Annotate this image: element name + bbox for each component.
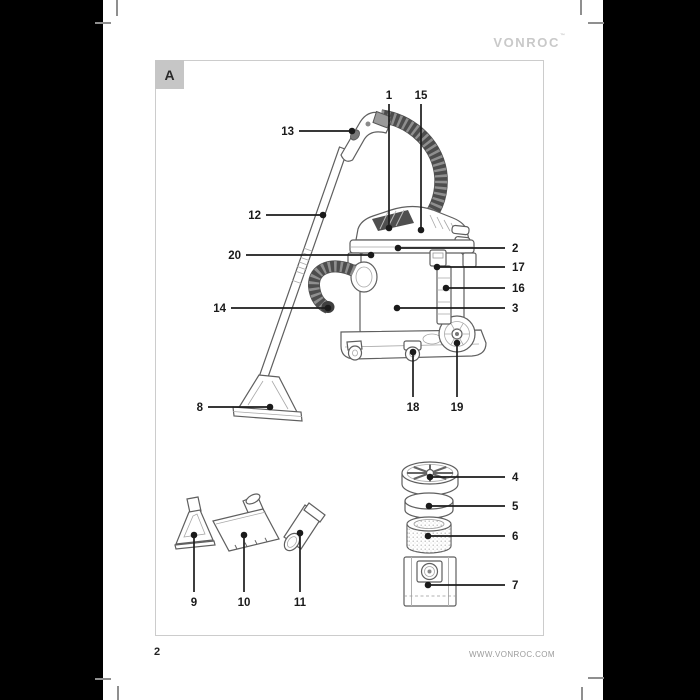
callout-label-18: 18 bbox=[406, 402, 420, 414]
figure-label-box: A bbox=[155, 60, 184, 89]
cord-hook bbox=[452, 225, 470, 235]
hose-handle bbox=[341, 112, 391, 162]
callout-label-9: 9 bbox=[190, 597, 198, 609]
callout-label-13: 13 bbox=[281, 126, 294, 138]
callout-label-16: 16 bbox=[512, 283, 525, 295]
side-bracket bbox=[437, 266, 451, 324]
brand-text: VONROC bbox=[493, 35, 560, 50]
floor-nozzle bbox=[233, 375, 302, 421]
callout-13 bbox=[281, 126, 355, 138]
callout-label-17: 17 bbox=[512, 262, 525, 274]
footer-website: WWW.VONROC.COM bbox=[468, 650, 555, 659]
floor-brush-nozzle bbox=[213, 492, 279, 551]
callout-label-11: 11 bbox=[293, 597, 307, 609]
callout-label-19: 19 bbox=[450, 402, 464, 414]
upholstery-nozzle bbox=[175, 497, 215, 549]
callout-label-10: 10 bbox=[237, 597, 251, 609]
callout-label-14: 14 bbox=[213, 303, 226, 315]
callout-label-1: 1 bbox=[385, 90, 393, 102]
callout-label-15: 15 bbox=[414, 90, 428, 102]
callout-label-7: 7 bbox=[512, 580, 519, 592]
callout-label-2: 2 bbox=[512, 243, 519, 255]
crevice-nozzle bbox=[281, 503, 325, 554]
page-number: 2 bbox=[154, 646, 161, 658]
brand-trademark: ™ bbox=[560, 33, 565, 39]
dust-bag bbox=[404, 557, 456, 606]
callout-14 bbox=[213, 303, 331, 315]
callout-label-3: 3 bbox=[512, 303, 519, 315]
callout-label-5: 5 bbox=[512, 501, 519, 513]
callout-label-20: 20 bbox=[228, 250, 241, 262]
callout-label-8: 8 bbox=[196, 402, 203, 414]
container-latch-right bbox=[463, 253, 476, 267]
callout-label-6: 6 bbox=[512, 531, 519, 543]
callout-label-12: 12 bbox=[248, 210, 261, 222]
callout-label-4: 4 bbox=[512, 472, 519, 484]
